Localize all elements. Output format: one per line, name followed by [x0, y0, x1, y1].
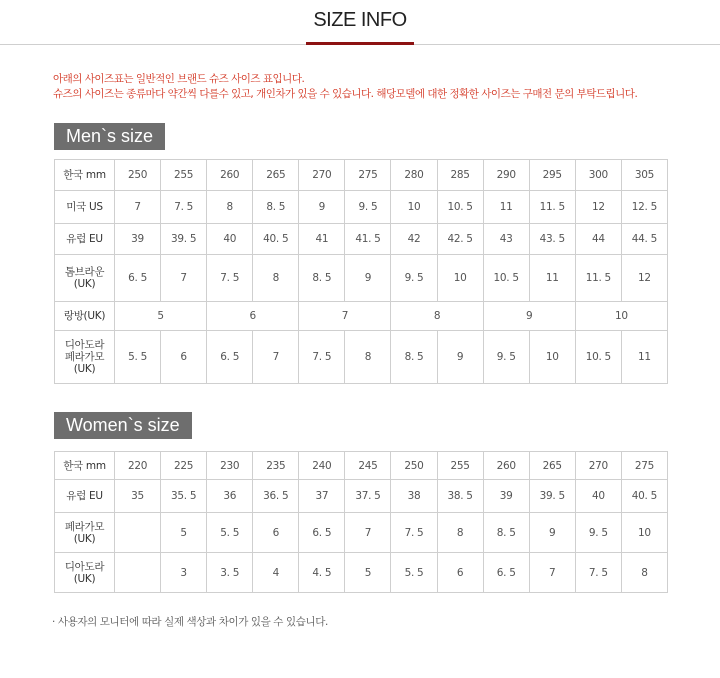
size-kr-cell: 265 [253, 160, 299, 191]
size-ferragamo-cell: 7 [345, 513, 391, 553]
size-kr-cell: 240 [299, 452, 345, 480]
mens-row-thombrowne [55, 255, 668, 302]
size-eu-cell: 36. 5 [253, 480, 299, 513]
size-kr-cell: 260 [483, 452, 529, 480]
mens-row-diadora-ferragamo [55, 331, 668, 384]
womens-row-ferragamo [55, 513, 668, 553]
size-eu-cell: 41. 5 [345, 224, 391, 255]
row-header: 미국 US [55, 191, 115, 224]
womens-row-diadora [55, 553, 668, 593]
row-header: 한국 mm [55, 452, 115, 480]
row-header [55, 513, 115, 553]
size-kr-cell: 260 [207, 160, 253, 191]
size-kr-cell: 220 [115, 452, 161, 480]
size-kr-cell: 225 [161, 452, 207, 480]
page-header [0, 0, 720, 46]
row-header-line: 디아도라 [64, 339, 105, 351]
size-lanvin-cell: 5 [115, 302, 207, 331]
row-header: 랑방(UK) [55, 302, 115, 331]
mens-row-us [55, 191, 668, 224]
size-eu-cell: 40. 5 [621, 480, 667, 513]
notice-line-2: 슈즈의 사이즈는 종류마다 약간씩 다를수 있고, 개인차가 있을 수 있습니다. 해당모델에 대한 정확한 사이즈는 구매전 문의 부탁드립니다. [53, 88, 638, 100]
size-us-cell: 10. 5 [437, 191, 483, 224]
womens-row-korea [55, 452, 668, 480]
size-thombrowne-cell: 9 [345, 255, 391, 302]
size-diadora-ferragamo-cell: 9. 5 [483, 331, 529, 384]
size-eu-cell: 35 [115, 480, 161, 513]
mens-size-label: Men`s size [54, 123, 165, 150]
size-eu-cell: 42. 5 [437, 224, 483, 255]
size-kr-cell: 245 [345, 452, 391, 480]
size-kr-cell: 280 [391, 160, 437, 191]
size-kr-cell: 275 [621, 452, 667, 480]
size-eu-cell: 44 [575, 224, 621, 255]
size-ferragamo-cell: 7. 5 [391, 513, 437, 553]
size-diadora-ferragamo-cell: 10. 5 [575, 331, 621, 384]
size-ferragamo-cell: 8. 5 [483, 513, 529, 553]
size-diadora-cell: 7. 5 [575, 553, 621, 593]
size-eu-cell: 37. 5 [345, 480, 391, 513]
size-ferragamo-cell: 5 [161, 513, 207, 553]
size-eu-cell: 44. 5 [621, 224, 667, 255]
size-eu-cell: 39 [115, 224, 161, 255]
size-kr-cell: 285 [437, 160, 483, 191]
size-eu-cell: 42 [391, 224, 437, 255]
size-eu-cell: 39 [483, 480, 529, 513]
size-kr-cell: 305 [621, 160, 667, 191]
size-us-cell: 10 [391, 191, 437, 224]
size-kr-cell: 270 [575, 452, 621, 480]
size-ferragamo-cell [115, 513, 161, 553]
size-ferragamo-cell: 6 [253, 513, 299, 553]
size-eu-cell: 40 [575, 480, 621, 513]
size-thombrowne-cell: 10. 5 [483, 255, 529, 302]
row-header: 유럽 EU [55, 224, 115, 255]
size-thombrowne-cell: 11 [529, 255, 575, 302]
size-eu-cell: 40 [207, 224, 253, 255]
size-thombrowne-cell: 7. 5 [207, 255, 253, 302]
size-thombrowne-cell: 12 [621, 255, 667, 302]
size-eu-cell: 43 [483, 224, 529, 255]
size-eu-cell: 40. 5 [253, 224, 299, 255]
size-lanvin-cell: 8 [391, 302, 483, 331]
row-header-line: (UK) [73, 278, 96, 290]
size-eu-cell: 39. 5 [161, 224, 207, 255]
row-header-line: (UK) [73, 532, 96, 545]
size-diadora-cell: 5 [345, 553, 391, 593]
size-diadora-ferragamo-cell: 9 [437, 331, 483, 384]
size-diadora-ferragamo-cell: 7 [253, 331, 299, 384]
size-kr-cell: 300 [575, 160, 621, 191]
size-eu-cell: 43. 5 [529, 224, 575, 255]
row-header: 유럽 EU [55, 480, 115, 513]
size-kr-cell: 235 [253, 452, 299, 480]
size-us-cell: 7. 5 [161, 191, 207, 224]
title-accent-bar [306, 42, 414, 45]
mens-size-table [54, 159, 668, 384]
row-header-line: (UK) [73, 572, 96, 585]
size-thombrowne-cell: 8 [253, 255, 299, 302]
size-diadora-cell: 4. 5 [299, 553, 345, 593]
size-diadora-cell: 3. 5 [207, 553, 253, 593]
size-kr-cell: 265 [529, 452, 575, 480]
size-diadora-ferragamo-cell: 6. 5 [207, 331, 253, 384]
mens-row-korea [55, 160, 668, 191]
size-kr-cell: 275 [345, 160, 391, 191]
size-kr-cell: 255 [437, 452, 483, 480]
size-eu-cell: 39. 5 [529, 480, 575, 513]
size-diadora-ferragamo-cell: 7. 5 [299, 331, 345, 384]
size-kr-cell: 290 [483, 160, 529, 191]
size-diadora-cell: 3 [161, 553, 207, 593]
womens-row-eu [55, 480, 668, 513]
size-us-cell: 12 [575, 191, 621, 224]
size-thombrowne-cell: 11. 5 [575, 255, 621, 302]
row-header-line: 톰브라운 [64, 266, 105, 278]
size-thombrowne-cell: 7 [161, 255, 207, 302]
size-lanvin-cell: 9 [483, 302, 575, 331]
size-thombrowne-cell: 6. 5 [115, 255, 161, 302]
size-us-cell: 9. 5 [345, 191, 391, 224]
size-us-cell: 8. 5 [253, 191, 299, 224]
size-diadora-cell: 4 [253, 553, 299, 593]
monitor-disclaimer: · 사용자의 모니터에 따라 실제 색상과 차이가 있을 수 있습니다. [52, 616, 328, 628]
size-eu-cell: 38. 5 [437, 480, 483, 513]
size-eu-cell: 35. 5 [161, 480, 207, 513]
size-us-cell: 8 [207, 191, 253, 224]
size-diadora-cell: 6. 5 [483, 553, 529, 593]
row-header-line: 페라가모 [64, 520, 105, 533]
size-diadora-cell: 5. 5 [391, 553, 437, 593]
size-ferragamo-cell: 9. 5 [575, 513, 621, 553]
size-ferragamo-cell: 5. 5 [207, 513, 253, 553]
size-thombrowne-cell: 9. 5 [391, 255, 437, 302]
size-lanvin-cell: 10 [575, 302, 667, 331]
size-eu-cell: 36 [207, 480, 253, 513]
size-eu-cell: 41 [299, 224, 345, 255]
size-ferragamo-cell: 8 [437, 513, 483, 553]
notice-line-1: 아래의 사이즈표는 일반적인 브랜드 슈즈 사이즈 표입니다. [53, 73, 305, 85]
size-diadora-cell: 6 [437, 553, 483, 593]
row-header [55, 255, 115, 302]
size-thombrowne-cell: 8. 5 [299, 255, 345, 302]
size-us-cell: 12. 5 [621, 191, 667, 224]
row-header-line: (UK) [73, 363, 96, 375]
row-header-line: 디아도라 [64, 560, 105, 573]
size-diadora-ferragamo-cell: 6 [161, 331, 207, 384]
size-kr-cell: 250 [391, 452, 437, 480]
size-lanvin-cell: 6 [207, 302, 299, 331]
size-diadora-ferragamo-cell: 10 [529, 331, 575, 384]
size-notice [53, 72, 637, 102]
size-us-cell: 7 [115, 191, 161, 224]
size-diadora-cell: 7 [529, 553, 575, 593]
womens-size-table [54, 451, 668, 593]
size-eu-cell: 38 [391, 480, 437, 513]
size-diadora-ferragamo-cell: 5. 5 [115, 331, 161, 384]
size-diadora-ferragamo-cell: 8 [345, 331, 391, 384]
size-eu-cell: 37 [299, 480, 345, 513]
size-kr-cell: 270 [299, 160, 345, 191]
womens-size-label: Women`s size [54, 412, 192, 439]
row-header-line: 페라가모 [64, 351, 105, 363]
size-diadora-ferragamo-cell: 11 [621, 331, 667, 384]
size-kr-cell: 230 [207, 452, 253, 480]
size-kr-cell: 295 [529, 160, 575, 191]
row-header [55, 553, 115, 593]
page-title: SIZE INFO [313, 9, 407, 31]
mens-row-lanvin [55, 302, 668, 331]
size-ferragamo-cell: 6. 5 [299, 513, 345, 553]
size-ferragamo-cell: 10 [621, 513, 667, 553]
size-thombrowne-cell: 10 [437, 255, 483, 302]
row-header [55, 331, 115, 384]
size-diadora-ferragamo-cell: 8. 5 [391, 331, 437, 384]
size-diadora-cell: 8 [621, 553, 667, 593]
row-header: 한국 mm [55, 160, 115, 191]
size-diadora-cell [115, 553, 161, 593]
mens-row-eu [55, 224, 668, 255]
size-ferragamo-cell: 9 [529, 513, 575, 553]
size-us-cell: 11 [483, 191, 529, 224]
size-us-cell: 9 [299, 191, 345, 224]
size-us-cell: 11. 5 [529, 191, 575, 224]
size-kr-cell: 255 [161, 160, 207, 191]
size-kr-cell: 250 [115, 160, 161, 191]
size-lanvin-cell: 7 [299, 302, 391, 331]
